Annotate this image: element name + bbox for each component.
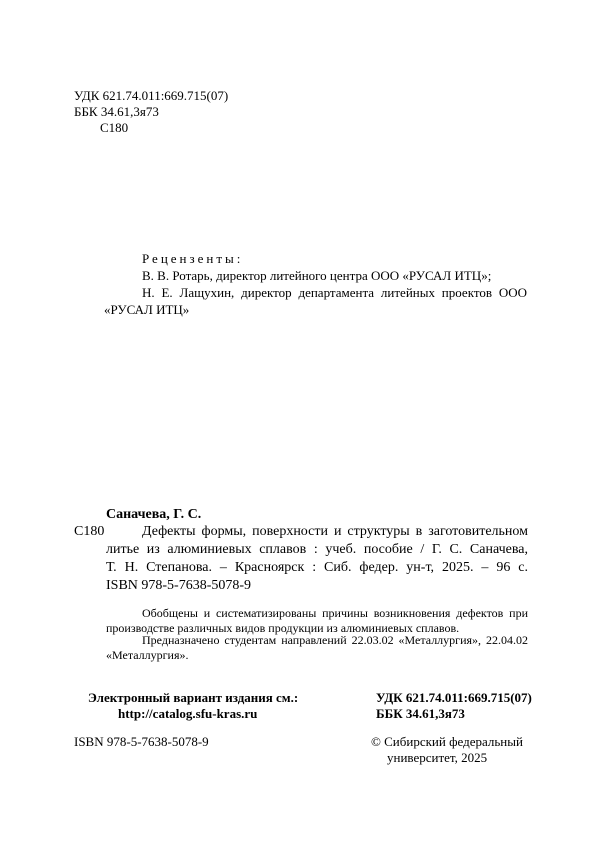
electronic-version-label: Электронный вариант издания см.:: [88, 690, 299, 705]
catalog-url: http://catalog.sfu-kras.ru: [118, 706, 258, 721]
footer-udk: УДК 621.74.011:669.715(07): [376, 690, 532, 705]
record-title-line1: Дефекты формы, поверхности и структуры в заготовительном: [142, 524, 528, 539]
bbk-code: ББК 34.61,3я73: [74, 104, 159, 119]
annotation-p2-line2: «Металлургия».: [106, 648, 189, 662]
author-mark: С180: [100, 120, 129, 135]
annotation-p2-line1: Предназначено студентам направлений 22.03.02 «Металлургия», 22.04.02: [142, 633, 528, 647]
reviewer-2-line1: Н. Е. Лащухин, директор департамента литейных проектов ООО: [142, 285, 527, 300]
footer-bbk: ББК 34.61,3я73: [376, 706, 465, 721]
reviewer-1: В. В. Ротарь, директор литейного центра ООО «РУСАЛ ИТЦ»;: [142, 268, 492, 283]
annotation-p1-line1: Обобщены и систематизированы причины возникновения дефектов при: [142, 606, 528, 620]
reviewers-title: Рецензенты:: [142, 251, 244, 266]
udk-code: УДК 621.74.011:669.715(07): [74, 88, 229, 103]
reviewer-2-line2: «РУСАЛ ИТЦ»: [104, 302, 190, 317]
footer-isbn: ISBN 978-5-7638-5078-9: [74, 734, 209, 749]
record-isbn: ISBN 978-5-7638-5078-9: [106, 578, 252, 593]
record-author: Саначева, Г. С.: [106, 507, 202, 522]
copyright-line1: © Сибирский федеральный: [371, 734, 523, 749]
copyright-line2: университет, 2025: [387, 750, 488, 765]
record-title-line2: литье из алюминиевых сплавов : учеб. пособие / Г. С. Саначева,: [106, 542, 528, 557]
annotation-p1-line2: производстве различных видов продукции из алюминиевых сплавов.: [106, 621, 460, 635]
record-title-line3: Т. Н. Степанова. – Красноярск : Сиб. федер. ун-т, 2025. – 96 с.: [106, 560, 528, 575]
record-code: С180: [74, 524, 105, 539]
